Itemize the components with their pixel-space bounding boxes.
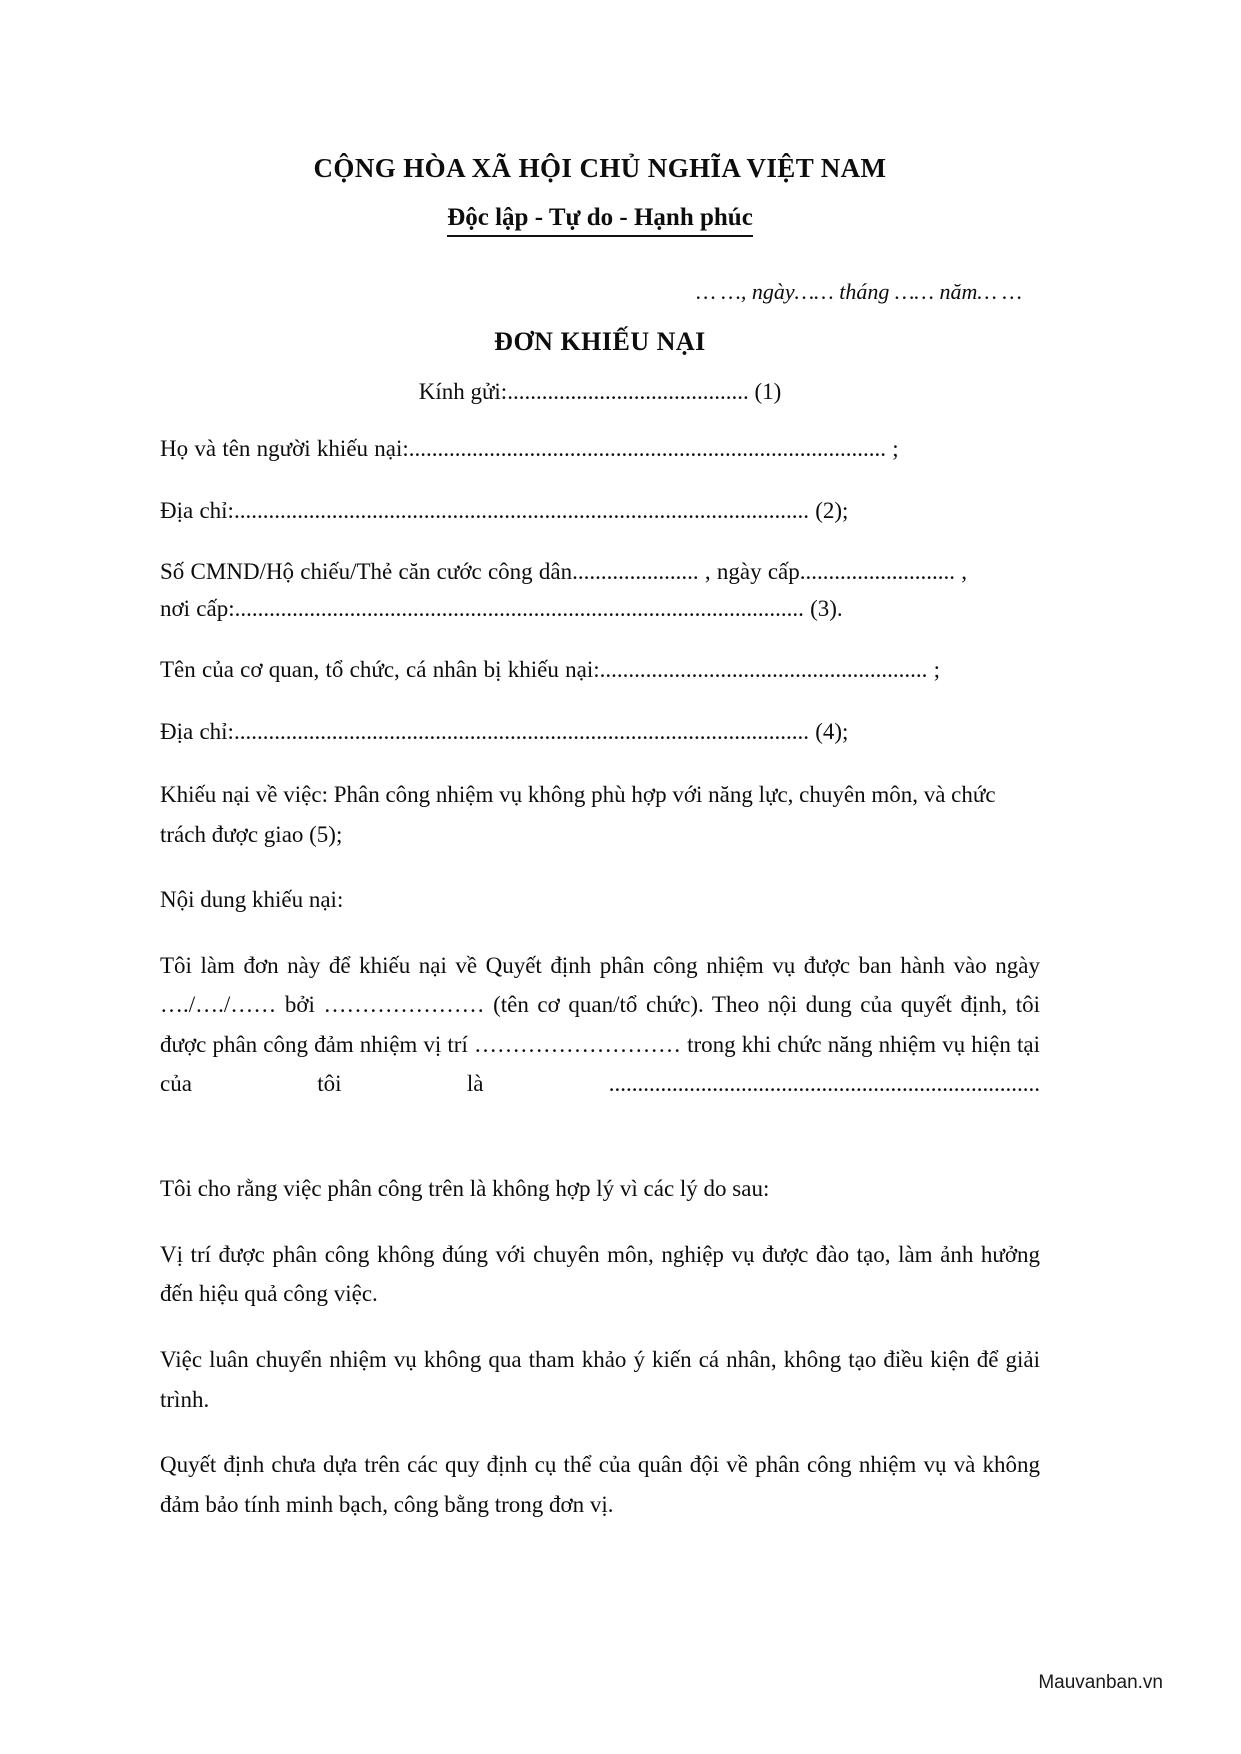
document-title: ĐƠN KHIẾU NẠI (494, 327, 706, 356)
site-watermark: Mauvanban.vn (1038, 1672, 1163, 1693)
recipient-line: Kính gửi:.......................................... (1) (418, 379, 782, 404)
field-id-number: Số CMND/Hộ chiếu/Thẻ căn cước công dân...................... , ngày cấp........................... , (160, 559, 968, 584)
document-content (160, 0, 1040, 1524)
content-heading: Nội dung khiếu nại: (160, 887, 344, 913)
national-motto-wrapper (160, 202, 1040, 237)
reasons-intro: Tôi cho rằng việc phân công trên là không hợp lý vì các lý do sau: (160, 1176, 770, 1202)
reason-item-2: Việc luân chuyển nhiệm vụ không qua tham khảo ý kiến cá nhân, không tạo điều kiện để giải trình. (160, 1347, 1040, 1412)
field-respondent-address: Địa chỉ:.................................................................................................... (4); (160, 718, 849, 744)
complaint-paragraph-1: Tôi làm đơn này để khiếu nại về Quyết định phân công nhiệm vụ được ban hành vào ngày …./…./…… bởi ………………… (tên cơ quan/tổ chức). Theo nội dung của quyết định, tôi được phân công đảm nhiệm vị trí ……………………… trong khi chức năng nhiệm vụ hiện tại của tôi là ........................................................................... (160, 952, 1040, 1097)
field-complainant-address: Địa chỉ:.................................................................................................... (2); (160, 497, 849, 523)
date-line: … …, ngày…… tháng …… năm… … (696, 279, 1022, 304)
complaint-subject: Khiếu nại về việc: Phân công nhiệm vụ không phù hợp với năng lực, chuyên môn, và chức trách được giao (5); (160, 782, 996, 847)
field-respondent-name: Tên của cơ quan, tổ chức, cá nhân bị khiếu nại:......................................................... ; (160, 657, 941, 682)
reason-item-3: Quyết định chưa dựa trên các quy định cụ thể của quân đội về phân công nhiệm vụ và không đảm bảo tính minh bạch, công bằng trong đơn vị. (160, 1452, 1040, 1517)
national-heading (160, 152, 1040, 237)
field-id-place: nơi cấp:................................................................................................... (3). (160, 595, 843, 621)
national-title: CỘNG HÒA XÃ HỘI CHỦ NGHĨA VIỆT NAM (313, 153, 887, 183)
field-complainant-name: Họ và tên người khiếu nại:................................................................................... ; (160, 436, 899, 461)
reason-item-1: Vị trí được phân công không đúng với chuyên môn, nghiệp vụ được đào tạo, làm ảnh hưởng đến hiệu quả công việc. (160, 1241, 1040, 1307)
national-motto: Độc lập - Tự do - Hạnh phúc (447, 202, 753, 237)
